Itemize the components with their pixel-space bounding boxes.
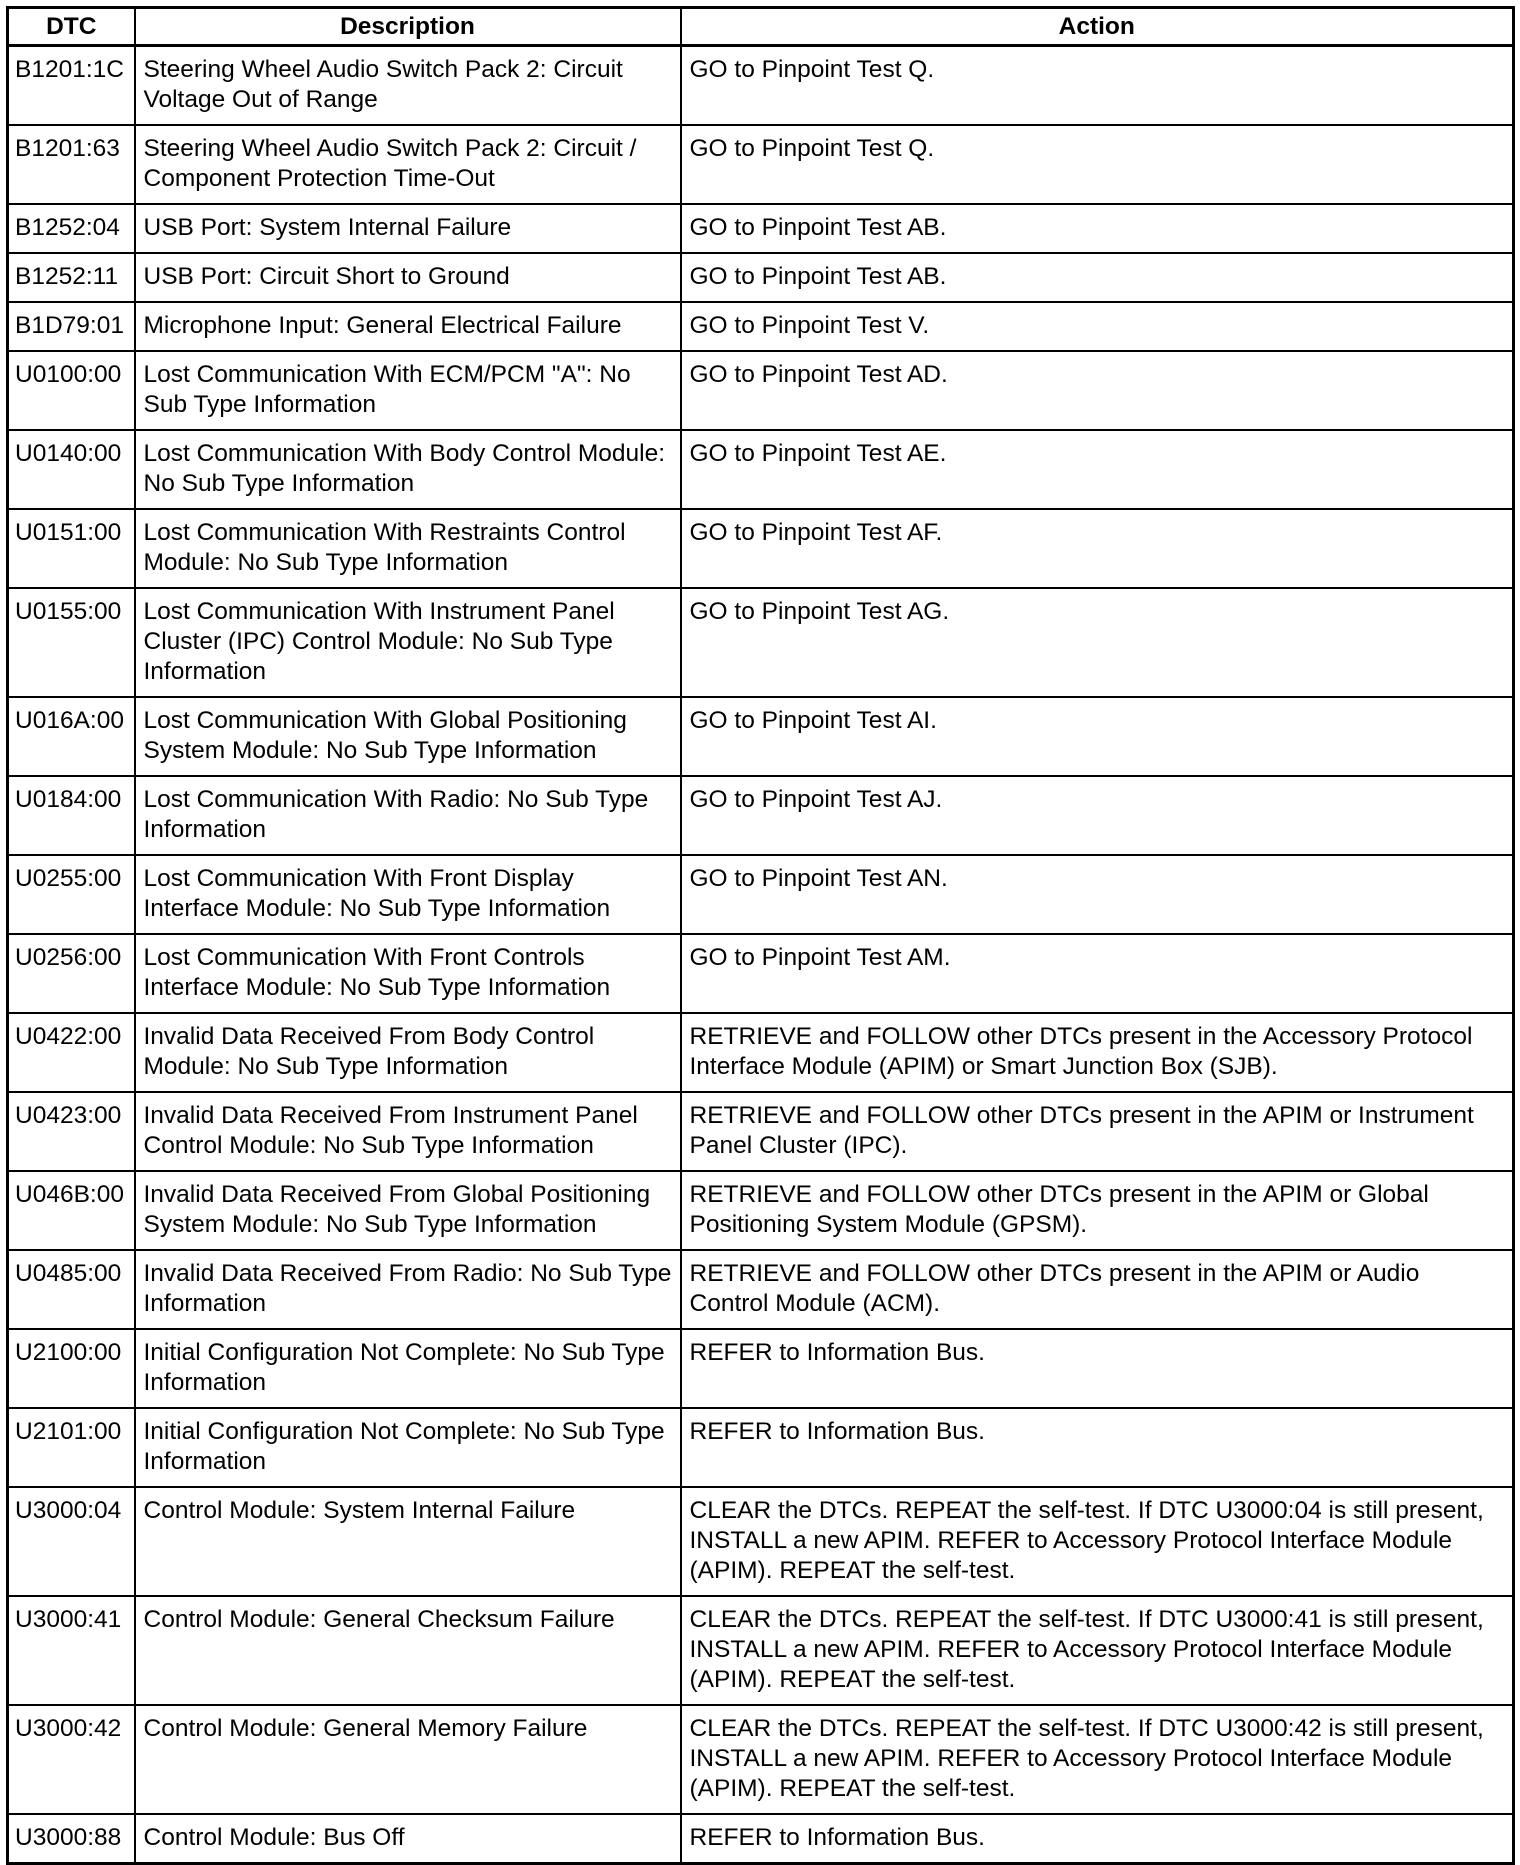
dtc-cell: U0155:00 — [8, 588, 135, 697]
description-cell: Lost Communication With ECM/PCM "A": No Sub Type Information — [135, 351, 681, 430]
action-cell: RETRIEVE and FOLLOW other DTCs present in the APIM or Audio Control Module (ACM). — [681, 1250, 1514, 1329]
description-cell: Microphone Input: General Electrical Failure — [135, 302, 681, 351]
dtc-cell: U0422:00 — [8, 1013, 135, 1092]
description-cell: Initial Configuration Not Complete: No Sub Type Information — [135, 1408, 681, 1487]
action-cell: RETRIEVE and FOLLOW other DTCs present in the APIM or Global Positioning System Module (GPSM). — [681, 1171, 1514, 1250]
dtc-cell: B1D79:01 — [8, 302, 135, 351]
description-cell: Lost Communication With Front Controls Interface Module: No Sub Type Information — [135, 934, 681, 1013]
header-action: Action — [681, 8, 1514, 46]
header-dtc: DTC — [8, 8, 135, 46]
table-row — [8, 46, 1514, 126]
dtc-cell: U046B:00 — [8, 1171, 135, 1250]
dtc-cell: U0485:00 — [8, 1250, 135, 1329]
description-cell: Invalid Data Received From Body Control Module: No Sub Type Information — [135, 1013, 681, 1092]
table-row — [8, 1250, 1514, 1329]
description-cell: Steering Wheel Audio Switch Pack 2: Circuit Voltage Out of Range — [135, 46, 681, 126]
table-row — [8, 1408, 1514, 1487]
action-cell: GO to Pinpoint Test AB. — [681, 204, 1514, 253]
dtc-cell: U0184:00 — [8, 776, 135, 855]
table-row — [8, 1814, 1514, 1864]
dtc-table — [6, 6, 1515, 1865]
action-cell: GO to Pinpoint Test Q. — [681, 125, 1514, 204]
table-row — [8, 302, 1514, 351]
description-cell: Control Module: General Memory Failure — [135, 1705, 681, 1814]
dtc-cell: U3000:41 — [8, 1596, 135, 1705]
table-row — [8, 1092, 1514, 1171]
description-cell: Invalid Data Received From Global Positioning System Module: No Sub Type Information — [135, 1171, 681, 1250]
table-row — [8, 1487, 1514, 1596]
description-cell: Invalid Data Received From Radio: No Sub Type Information — [135, 1250, 681, 1329]
description-cell: Lost Communication With Restraints Control Module: No Sub Type Information — [135, 509, 681, 588]
description-cell: USB Port: System Internal Failure — [135, 204, 681, 253]
description-cell: Lost Communication With Body Control Module: No Sub Type Information — [135, 430, 681, 509]
dtc-cell: U2101:00 — [8, 1408, 135, 1487]
description-cell: Lost Communication With Instrument Panel Cluster (IPC) Control Module: No Sub Type Information — [135, 588, 681, 697]
action-cell: GO to Pinpoint Test AG. — [681, 588, 1514, 697]
table-row — [8, 855, 1514, 934]
table-row — [8, 776, 1514, 855]
action-cell: CLEAR the DTCs. REPEAT the self-test. If DTC U3000:42 is still present, INSTALL a new APIM. REFER to Accessory Protocol Interface Module (APIM). REPEAT the self-test. — [681, 1705, 1514, 1814]
table-row — [8, 125, 1514, 204]
description-cell: Control Module: Bus Off — [135, 1814, 681, 1864]
table-row — [8, 1596, 1514, 1705]
dtc-cell: U0423:00 — [8, 1092, 135, 1171]
dtc-cell: B1252:04 — [8, 204, 135, 253]
dtc-cell: U0151:00 — [8, 509, 135, 588]
action-cell: REFER to Information Bus. — [681, 1329, 1514, 1408]
action-cell: GO to Pinpoint Test AE. — [681, 430, 1514, 509]
description-cell: Lost Communication With Radio: No Sub Type Information — [135, 776, 681, 855]
action-cell: GO to Pinpoint Test AI. — [681, 697, 1514, 776]
description-cell: Lost Communication With Front Display Interface Module: No Sub Type Information — [135, 855, 681, 934]
table-row — [8, 509, 1514, 588]
dtc-cell: U016A:00 — [8, 697, 135, 776]
action-cell: RETRIEVE and FOLLOW other DTCs present in the APIM or Instrument Panel Cluster (IPC). — [681, 1092, 1514, 1171]
action-cell: REFER to Information Bus. — [681, 1814, 1514, 1864]
dtc-cell: U3000:88 — [8, 1814, 135, 1864]
header-description: Description — [135, 8, 681, 46]
action-cell: GO to Pinpoint Test Q. — [681, 46, 1514, 126]
dtc-cell: B1252:11 — [8, 253, 135, 302]
table-row — [8, 1171, 1514, 1250]
dtc-cell: U0255:00 — [8, 855, 135, 934]
action-cell: GO to Pinpoint Test V. — [681, 302, 1514, 351]
action-cell: GO to Pinpoint Test AD. — [681, 351, 1514, 430]
action-cell: GO to Pinpoint Test AM. — [681, 934, 1514, 1013]
dtc-cell: U0100:00 — [8, 351, 135, 430]
action-cell: GO to Pinpoint Test AF. — [681, 509, 1514, 588]
dtc-cell: U2100:00 — [8, 1329, 135, 1408]
table-row — [8, 430, 1514, 509]
description-cell: Initial Configuration Not Complete: No Sub Type Information — [135, 1329, 681, 1408]
table-row — [8, 204, 1514, 253]
dtc-cell: U3000:42 — [8, 1705, 135, 1814]
description-cell: Steering Wheel Audio Switch Pack 2: Circuit / Component Protection Time-Out — [135, 125, 681, 204]
table-row — [8, 1705, 1514, 1814]
action-cell: GO to Pinpoint Test AJ. — [681, 776, 1514, 855]
description-cell: Lost Communication With Global Positioning System Module: No Sub Type Information — [135, 697, 681, 776]
action-cell: CLEAR the DTCs. REPEAT the self-test. If DTC U3000:04 is still present, INSTALL a new APIM. REFER to Accessory Protocol Interface Module (APIM). REPEAT the self-test. — [681, 1487, 1514, 1596]
description-cell: Control Module: System Internal Failure — [135, 1487, 681, 1596]
action-cell: CLEAR the DTCs. REPEAT the self-test. If DTC U3000:41 is still present, INSTALL a new APIM. REFER to Accessory Protocol Interface Module (APIM). REPEAT the self-test. — [681, 1596, 1514, 1705]
description-cell: USB Port: Circuit Short to Ground — [135, 253, 681, 302]
table-row — [8, 697, 1514, 776]
dtc-cell: U0256:00 — [8, 934, 135, 1013]
table-row — [8, 934, 1514, 1013]
dtc-cell: U0140:00 — [8, 430, 135, 509]
action-cell: RETRIEVE and FOLLOW other DTCs present in the Accessory Protocol Interface Module (APIM) or Smart Junction Box (SJB). — [681, 1013, 1514, 1092]
dtc-cell: U3000:04 — [8, 1487, 135, 1596]
table-row — [8, 253, 1514, 302]
action-cell: GO to Pinpoint Test AN. — [681, 855, 1514, 934]
table-row — [8, 1329, 1514, 1408]
table-row — [8, 1013, 1514, 1092]
dtc-cell: B1201:1C — [8, 46, 135, 126]
action-cell: REFER to Information Bus. — [681, 1408, 1514, 1487]
description-cell: Invalid Data Received From Instrument Panel Control Module: No Sub Type Information — [135, 1092, 681, 1171]
table-row — [8, 588, 1514, 697]
table-row — [8, 351, 1514, 430]
action-cell: GO to Pinpoint Test AB. — [681, 253, 1514, 302]
dtc-cell: B1201:63 — [8, 125, 135, 204]
description-cell: Control Module: General Checksum Failure — [135, 1596, 681, 1705]
header-row — [8, 8, 1514, 46]
